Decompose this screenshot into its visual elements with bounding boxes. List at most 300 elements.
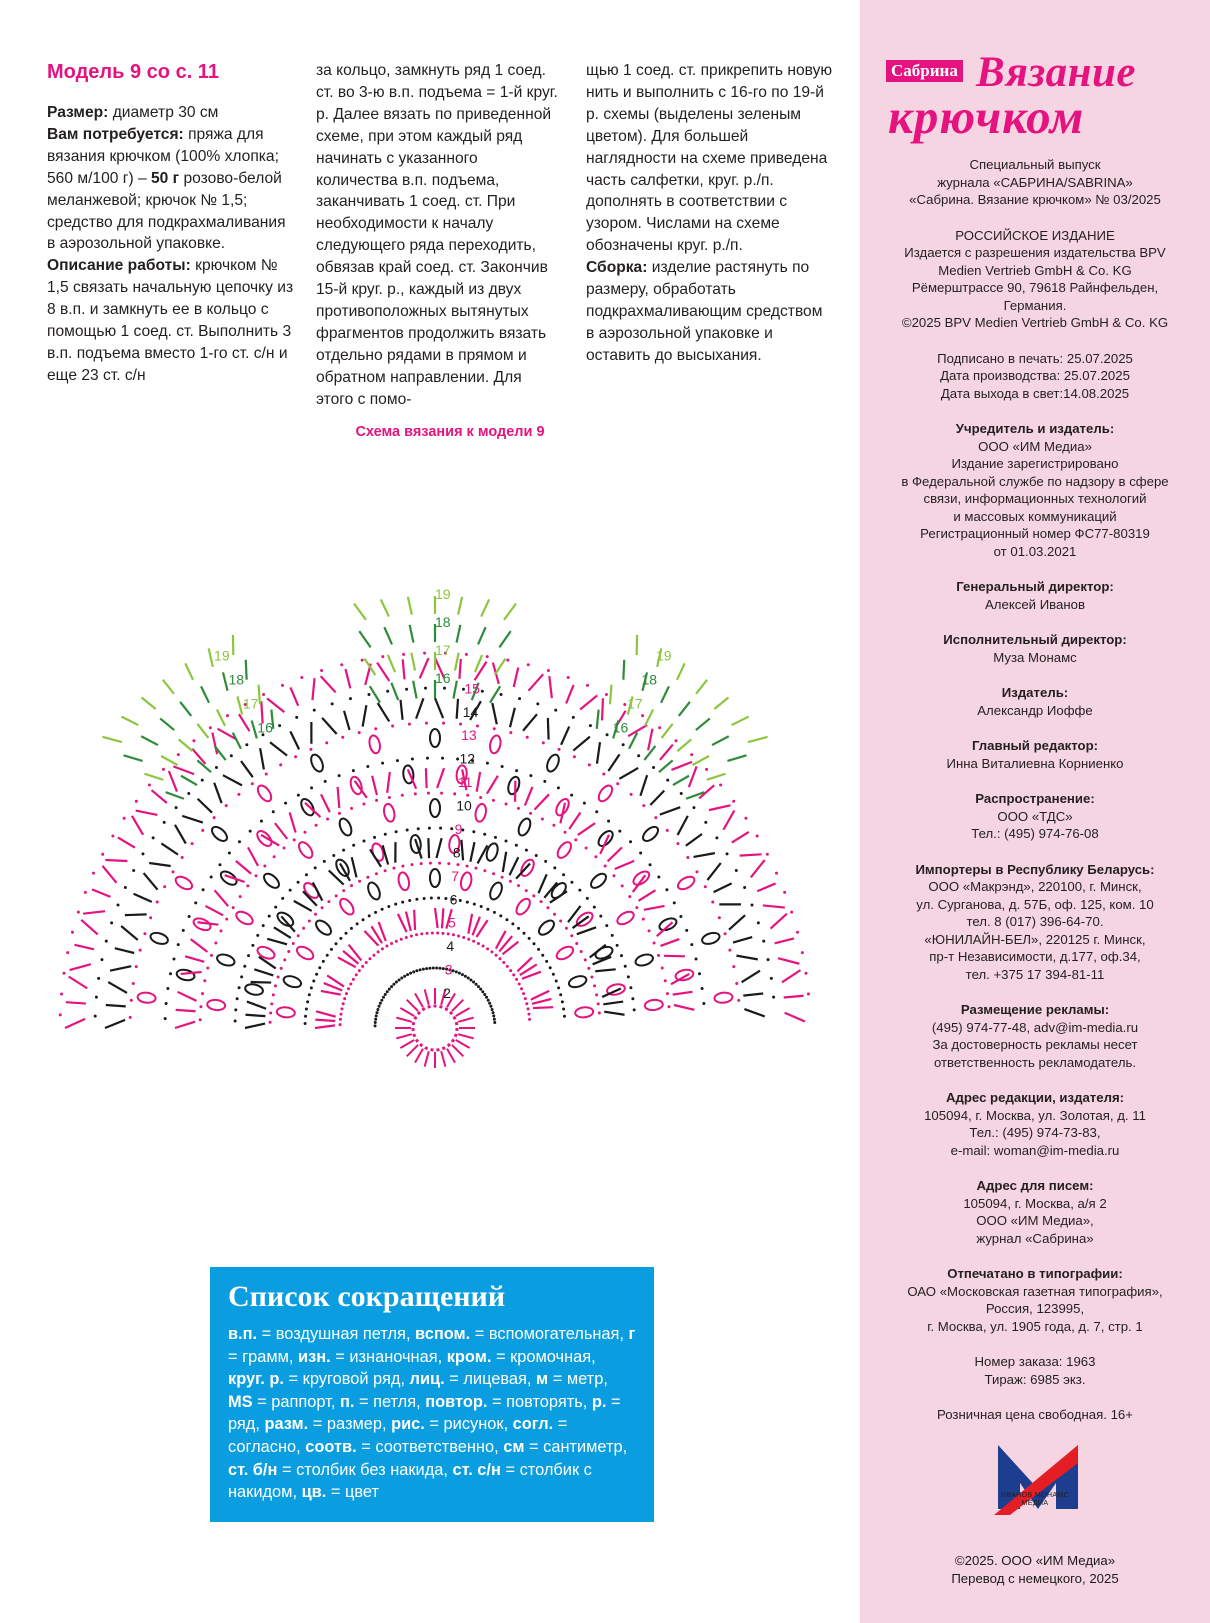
- stitch-mark: [771, 914, 787, 929]
- chain-loop: [256, 945, 277, 961]
- chain-dot: [486, 655, 489, 658]
- stitch-mark: [782, 970, 800, 982]
- chain-dot: [390, 942, 393, 945]
- stitch-mark: [344, 711, 350, 730]
- chain-dot: [209, 726, 212, 729]
- chain-loop: [313, 918, 333, 937]
- chain-dot: [314, 866, 317, 869]
- chain-dot: [604, 864, 607, 867]
- stitch-mark: [312, 678, 314, 700]
- chain-dot: [567, 676, 570, 679]
- stitch-mark: [247, 1002, 266, 1009]
- chain-dot: [297, 934, 300, 937]
- chain-dot: [527, 663, 530, 666]
- chain-dot: [481, 990, 484, 993]
- chain-dot: [485, 996, 488, 999]
- imprint-block-title: Импортеры в Республику Беларусь:: [915, 861, 1155, 877]
- chain-dot: [117, 904, 120, 907]
- stitch-mark: [181, 972, 202, 974]
- chain-dot: [164, 1017, 167, 1020]
- chain-loop: [430, 729, 440, 747]
- chain-dot: [483, 993, 486, 996]
- chain-dot: [464, 975, 467, 978]
- copyright-line-1: ©2025. ООО «ИМ Медиа»: [954, 1553, 1116, 1568]
- chain-dot: [593, 984, 596, 987]
- chain-dot: [270, 1002, 273, 1005]
- chain-dot: [438, 862, 441, 865]
- stitch-mark: [321, 676, 336, 692]
- chain-dot: [362, 840, 365, 843]
- imprint-block-title: Учредитель и издатель:: [955, 421, 1115, 436]
- instructions-label: Описание работы:: [47, 257, 191, 275]
- chain-dot: [472, 830, 475, 833]
- imprint-line: Розничная цена свободная. 16+: [937, 1407, 1133, 1422]
- imprint-block-title: Генеральный директор:: [956, 579, 1114, 594]
- chain-dot: [356, 922, 359, 925]
- row-number: 2: [443, 985, 451, 1002]
- stitch-mark: [141, 736, 158, 745]
- chain-dot: [584, 958, 587, 961]
- stitch-mark: [179, 739, 193, 751]
- imprint-block: [870, 737, 1200, 772]
- chain-dot: [637, 754, 640, 757]
- stitch-mark: [370, 849, 381, 866]
- stitch-mark: [504, 604, 516, 620]
- chain-dot: [332, 854, 335, 857]
- chain-dot: [767, 958, 770, 961]
- chain-dot: [482, 945, 485, 948]
- chain-dot: [323, 860, 326, 863]
- stitch-mark: [677, 663, 685, 680]
- chain-dot: [574, 838, 577, 841]
- chain-dot: [506, 659, 509, 662]
- chain-dot: [342, 889, 345, 892]
- chain-dot: [425, 967, 428, 970]
- chain-dot: [572, 716, 575, 719]
- stitch-mark: [662, 724, 673, 738]
- chain-dot: [702, 1002, 705, 1005]
- stitch-mark: [144, 873, 158, 890]
- materials-paragraph: [47, 124, 294, 255]
- chain-dot: [305, 873, 308, 876]
- chain-dot: [375, 1011, 378, 1014]
- chain-dot: [695, 870, 698, 873]
- abbreviation-term: разм.: [264, 1415, 309, 1434]
- stitch-mark: [481, 599, 489, 616]
- stitch-mark: [644, 906, 665, 910]
- stitch-mark: [740, 854, 762, 855]
- stitch-mark: [580, 695, 597, 709]
- chain-dot: [163, 885, 166, 888]
- abbreviations-title: Список сокращений: [228, 1280, 506, 1313]
- chain-dot: [473, 903, 476, 906]
- chain-dot: [405, 688, 408, 691]
- chain-dot: [529, 774, 532, 777]
- stitch-mark: [152, 790, 167, 803]
- chain-loop: [701, 931, 721, 946]
- stitch-mark: [173, 766, 194, 774]
- chain-dot: [599, 915, 602, 918]
- imprint-line: Рёмерштрассе 90, 79618 Райнфельден,: [911, 280, 1159, 295]
- imprint-line: Medien Vertrieb GmbH & Co. KG: [938, 262, 1132, 278]
- stitch-mark: [602, 988, 621, 997]
- chain-loop: [337, 896, 356, 916]
- chain-dot: [426, 757, 429, 760]
- stitch-mark: [400, 1008, 414, 1016]
- chain-loop: [397, 871, 411, 891]
- chain-dot: [59, 1013, 62, 1016]
- stitch-mark: [437, 768, 444, 788]
- chain-dot: [124, 886, 127, 889]
- stitch-mark: [197, 922, 218, 924]
- imprint-block-title: Отпечатано в типографии:: [947, 1266, 1123, 1281]
- chain-dot: [281, 684, 284, 687]
- stitch-mark: [316, 1011, 335, 1016]
- chain-dot: [537, 948, 540, 951]
- chain-dot: [347, 987, 350, 990]
- chain-dot: [444, 897, 447, 900]
- imprint-line: РОССИЙСКОЕ ИЗДАНИЕ: [955, 227, 1115, 243]
- copyright: [870, 1552, 1200, 1588]
- stitch-mark: [590, 945, 606, 958]
- chain-dot: [555, 979, 558, 982]
- stitch-mark: [212, 733, 217, 755]
- stitch-mark: [677, 739, 691, 751]
- stitch-mark: [673, 776, 689, 785]
- stitch-mark: [470, 842, 474, 862]
- imprint-block: [870, 156, 1200, 209]
- chain-dot: [282, 846, 285, 849]
- chain-dot: [666, 992, 669, 995]
- stitch-mark: [182, 816, 203, 823]
- chain-dot: [570, 794, 573, 797]
- chain-loop: [596, 783, 615, 803]
- stitch-mark: [661, 939, 680, 946]
- imprint-line: Муза Монамс: [993, 649, 1077, 665]
- chain-dot: [546, 906, 549, 909]
- chain-dot: [457, 934, 460, 937]
- chain-dot: [300, 676, 303, 679]
- abbreviation-meaning: кромочная: [510, 1347, 592, 1366]
- chain-dot: [210, 954, 213, 957]
- chain-dot: [590, 976, 593, 979]
- stitch-mark: [205, 906, 223, 915]
- chain-loop: [174, 874, 195, 892]
- chain-dot: [427, 792, 430, 795]
- chain-dot: [162, 768, 165, 771]
- chain-loop: [430, 799, 440, 817]
- stitch-mark: [403, 659, 405, 679]
- chain-loop: [176, 968, 196, 982]
- chain-dot: [408, 723, 411, 726]
- stitch-mark: [727, 755, 746, 761]
- chain-dot: [225, 804, 228, 807]
- imprint-block: [870, 1353, 1200, 1388]
- stitch-mark: [223, 775, 242, 785]
- chain-dot: [483, 869, 486, 872]
- chain-dot: [358, 880, 361, 883]
- chain-dot: [123, 817, 126, 820]
- chain-dot: [629, 840, 632, 843]
- chain-dot: [570, 934, 573, 937]
- imprint-line: (495) 974-77-48, adv@im-media.ru: [931, 1019, 1139, 1035]
- chain-dot: [456, 863, 459, 866]
- row-number: 19: [435, 586, 451, 602]
- stitch-mark: [699, 785, 714, 798]
- chain-dot: [203, 979, 206, 982]
- chain-dot: [547, 669, 550, 672]
- chain-dot: [439, 967, 442, 970]
- chain-dot: [488, 1002, 491, 1005]
- chain-dot: [268, 915, 271, 918]
- chain-loop: [276, 1006, 295, 1018]
- chain-dot: [95, 996, 98, 999]
- chain-dot: [295, 716, 298, 719]
- chain-dot: [318, 966, 321, 969]
- stitch-mark: [523, 714, 537, 731]
- chain-dot: [199, 1018, 202, 1021]
- chain-dot: [629, 986, 632, 989]
- abbreviation-meaning: лицевая: [463, 1370, 527, 1389]
- chain-dot: [135, 800, 138, 803]
- chain-dot: [238, 840, 241, 843]
- stitch-mark: [733, 937, 752, 943]
- chain-dot: [263, 864, 266, 867]
- stitch-mark: [744, 1009, 764, 1016]
- stitch-mark: [384, 627, 392, 644]
- chain-dot: [675, 739, 678, 742]
- stitch-mark: [561, 727, 569, 745]
- chain-loop: [255, 828, 274, 848]
- chain-loop: [568, 974, 588, 989]
- row-number: 17: [242, 695, 259, 712]
- chain-dot: [97, 977, 100, 980]
- chain-dot: [379, 1002, 382, 1005]
- stitch-mark: [69, 977, 88, 989]
- chain-dot: [321, 906, 324, 909]
- stitch-mark: [406, 912, 411, 931]
- chain-dot: [502, 961, 505, 964]
- stitch-mark: [457, 699, 458, 719]
- chain-dot: [417, 827, 420, 830]
- stitch-mark: [237, 696, 242, 714]
- row-number: 8: [452, 844, 461, 861]
- chain-dot: [458, 972, 461, 975]
- chain-dot: [532, 894, 535, 897]
- crochet-chart-diagram: [40, 436, 860, 1156]
- stitch-mark: [160, 718, 174, 730]
- stitch-mark: [532, 999, 551, 1004]
- chain-dot: [262, 693, 265, 696]
- stitch-mark: [478, 627, 486, 644]
- chain-dot: [246, 884, 249, 887]
- chain-dot: [552, 824, 555, 827]
- imprint-block-title: Размещение рекламы:: [960, 1002, 1110, 1017]
- instructions-end: щью 1 соед. ст. прикрепить новую нить и выполнить с 16-го по 19-й р. схемы (выделены зеленым цветом). Для большей наглядности на схеме приведена часть салфетки, круг. р./п. дополнять в соответствии с узором. Числами на схеме обозначены круг. р./п.: [586, 62, 833, 255]
- chain-dot: [509, 880, 512, 883]
- stitch-mark: [65, 1019, 85, 1028]
- imprint-line: журнал «Сабрина»: [976, 1230, 1094, 1246]
- stitch-mark: [597, 710, 599, 729]
- chain-dot: [432, 967, 435, 970]
- chain-dot: [256, 934, 259, 937]
- stitch-mark: [251, 982, 272, 983]
- chain-dot: [452, 933, 455, 936]
- row-number: 13: [461, 727, 477, 744]
- chain-dot: [326, 954, 329, 957]
- chain-dot: [419, 968, 422, 971]
- stitch-mark: [531, 991, 549, 1000]
- chain-dot: [100, 958, 103, 961]
- chain-dot: [366, 876, 369, 879]
- stitch-mark: [407, 1045, 418, 1056]
- stitch-mark: [686, 834, 702, 846]
- chain-dot: [375, 1014, 378, 1017]
- chain-dot: [536, 702, 539, 705]
- stitch-mark: [290, 731, 299, 749]
- stitch-mark: [241, 761, 253, 777]
- chain-dot: [661, 966, 664, 969]
- chain-dot: [414, 792, 417, 795]
- stitch-mark: [456, 1008, 470, 1016]
- chain-dot: [583, 802, 586, 805]
- stitch-mark: [425, 1051, 429, 1066]
- chain-dot: [400, 977, 403, 980]
- chain-dot: [431, 932, 434, 935]
- chain-dot: [436, 932, 439, 935]
- stitch-mark: [628, 725, 647, 736]
- chain-dot: [343, 997, 346, 1000]
- stitch-mark: [674, 1005, 694, 1010]
- chain-dot: [260, 820, 263, 823]
- chain-dot: [467, 938, 470, 941]
- stitch-mark: [420, 658, 429, 678]
- stitch-mark: [660, 745, 673, 760]
- chain-dot: [110, 921, 113, 924]
- chain-dot: [210, 876, 213, 879]
- chain-dot: [807, 993, 810, 996]
- stitch-mark: [315, 1020, 335, 1021]
- materials-text-2: розово-белой меланжевой; крючок № 1,5; средство для подкрахмаливания в аэрозольной упаковке.: [47, 169, 286, 253]
- chain-dot: [135, 965, 138, 968]
- imprint-block: [870, 790, 1200, 843]
- imprint-line: тел. +375 17 394-81-11: [965, 966, 1105, 982]
- stitch-mark: [363, 705, 367, 726]
- stitch-mark: [442, 908, 443, 928]
- stitch-mark: [602, 698, 603, 720]
- chain-loop: [634, 952, 654, 967]
- stitch-mark: [743, 994, 763, 996]
- chain-dot: [287, 950, 290, 953]
- stitch-mark: [455, 653, 459, 671]
- stitch-mark: [732, 717, 749, 726]
- chain-dot: [542, 741, 545, 744]
- imprint-line: Дата производства: 25.07.2025: [940, 368, 1130, 383]
- row-number: 4: [446, 938, 455, 955]
- chain-dot: [420, 862, 423, 865]
- chain-loop: [555, 944, 576, 962]
- stitch-mark: [105, 860, 127, 861]
- chain-dot: [405, 936, 408, 939]
- stitch-mark: [578, 823, 595, 835]
- imprint-line: Тираж: 6985 экз.: [984, 1371, 1086, 1387]
- row-number: 12: [459, 750, 476, 767]
- chain-dot: [294, 755, 297, 758]
- chain-dot: [320, 669, 323, 672]
- stitch-mark: [290, 812, 296, 832]
- abbreviation-meaning: сантиметр: [543, 1437, 623, 1456]
- chain-dot: [462, 936, 465, 939]
- stitch-mark: [452, 1045, 463, 1056]
- chain-dot: [493, 1021, 496, 1024]
- row-number: 10: [456, 797, 472, 814]
- chain-dot: [237, 793, 240, 796]
- stitch-mark: [381, 599, 389, 616]
- abbreviation-meaning: согласно: [228, 1437, 297, 1456]
- stitch-mark: [436, 838, 441, 858]
- chain-dot: [618, 830, 621, 833]
- chain-loop: [309, 753, 325, 774]
- chain-dot: [490, 950, 493, 953]
- abbreviation-term: круг. р.: [228, 1370, 284, 1389]
- chain-dot: [475, 867, 478, 870]
- chain-dot: [744, 817, 747, 820]
- chain-dot: [732, 965, 735, 968]
- chain-dot: [149, 916, 152, 919]
- chain-dot: [395, 981, 398, 984]
- chain-dot: [386, 690, 389, 693]
- logo-line-1: Вязание: [976, 49, 1137, 96]
- chain-dot: [443, 687, 446, 690]
- chain-dot: [518, 697, 521, 700]
- chain-dot: [400, 938, 403, 941]
- chain-dot: [472, 981, 475, 984]
- chain-dot: [304, 1015, 307, 1018]
- chain-dot: [255, 874, 258, 877]
- chain-dot: [315, 824, 318, 827]
- chain-dot: [620, 954, 623, 957]
- article-column-1: [47, 60, 294, 387]
- stitch-mark: [185, 663, 193, 680]
- chain-dot: [588, 763, 591, 766]
- chain-dot: [415, 898, 418, 901]
- chain-dot: [163, 821, 166, 824]
- chain-dot: [459, 723, 462, 726]
- chain-dot: [565, 927, 568, 930]
- stitch-mark: [414, 910, 415, 930]
- chain-dot: [762, 940, 765, 943]
- stitch-mark: [391, 683, 398, 700]
- abbreviation-term: вспом.: [415, 1325, 471, 1343]
- imprint-line: ул. Сурганова, д. 57Б, оф. 125, ком. 10: [916, 896, 1154, 912]
- chain-dot: [262, 924, 265, 927]
- stitch-mark: [487, 776, 498, 794]
- stitch-mark: [175, 825, 186, 844]
- chain-dot: [466, 794, 469, 797]
- stitch-mark: [566, 685, 573, 704]
- stitch-mark: [673, 992, 693, 995]
- chain-dot: [704, 821, 707, 824]
- chain-dot: [505, 803, 508, 806]
- chain-dot: [466, 901, 469, 904]
- stitch-mark: [259, 685, 260, 705]
- chain-dot: [585, 846, 588, 849]
- chain-dot: [493, 1018, 496, 1021]
- chain-dot: [281, 897, 284, 900]
- imprint-line: Специальный выпуск: [969, 157, 1101, 172]
- chain-dot: [705, 768, 708, 771]
- stitch-mark: [679, 702, 690, 716]
